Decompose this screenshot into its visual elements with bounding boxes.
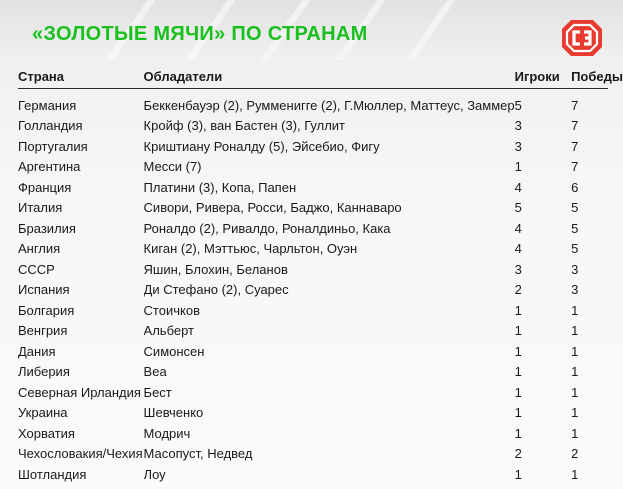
table-row xyxy=(18,444,623,465)
cell-players: 3 xyxy=(514,261,522,277)
cell-country: Германия xyxy=(18,97,77,113)
table-row xyxy=(18,157,623,178)
cell-wins: 7 xyxy=(571,138,579,154)
table-row xyxy=(18,239,623,260)
cell-winners: Платини (3), Копа, Папен xyxy=(143,179,297,195)
table-row xyxy=(18,178,623,199)
cell-country: Чехословакия/Чехия xyxy=(18,446,143,461)
cell-wins: 1 xyxy=(571,343,579,359)
cell-players: 5 xyxy=(514,97,522,113)
cell-winners: Стоичков xyxy=(143,302,200,318)
cell-wins: 3 xyxy=(571,261,579,277)
cell-players: 3 xyxy=(514,138,522,154)
table-row xyxy=(18,219,623,240)
cell-players: 1 xyxy=(514,384,522,400)
page-title: «ЗОЛОТЫЕ МЯЧИ» ПО СТРАНАМ xyxy=(32,23,368,45)
table-row xyxy=(18,362,623,383)
cell-players: 1 xyxy=(514,364,522,379)
cell-winners: Сивори, Ривера, Росси, Баджо, Каннаваро xyxy=(143,200,402,215)
cell-wins: 6 xyxy=(571,179,579,195)
cell-winners: Ди Стефано (2), Суарес xyxy=(143,282,289,297)
cell-winners: Киган (2), Мэттьюс, Чарльтон, Оуэн xyxy=(143,241,358,256)
cell-winners: Лоу xyxy=(143,466,166,482)
cell-country: Аргентина xyxy=(18,159,81,174)
cell-players: 4 xyxy=(514,220,522,236)
table-body xyxy=(18,96,623,486)
cell-players: 1 xyxy=(514,323,522,338)
cell-wins: 1 xyxy=(571,466,579,482)
cell-country: Либерия xyxy=(18,364,70,379)
cell-wins: 7 xyxy=(571,118,579,133)
cell-country: Болгария xyxy=(18,302,75,318)
cell-winners: Месси (7) xyxy=(143,159,202,174)
cell-wins: 7 xyxy=(571,97,579,113)
cell-players: 1 xyxy=(514,302,522,318)
column-header-players: Игроки xyxy=(514,69,560,84)
cell-winners: Роналдо (2), Ривалдо, Роналдиньо, Кака xyxy=(143,220,391,236)
table-row xyxy=(18,321,623,342)
cell-winners: Кройф (3), ван Бастен (3), Гуллит xyxy=(143,118,346,133)
cell-wins: 1 xyxy=(571,302,579,318)
cell-winners: Яшин, Блохин, Беланов xyxy=(143,261,288,277)
cell-wins: 5 xyxy=(571,220,579,236)
cell-country: Северная Ирландия xyxy=(18,384,141,400)
cell-players: 1 xyxy=(514,405,522,420)
cell-wins: 1 xyxy=(571,384,579,400)
cell-country: Франция xyxy=(18,179,72,195)
cell-winners: Альберт xyxy=(143,323,195,338)
table-row xyxy=(18,260,623,281)
cell-wins: 2 xyxy=(571,446,579,461)
cell-country: Хорватия xyxy=(18,425,75,441)
cell-country: Испания xyxy=(18,282,70,297)
cell-wins: 5 xyxy=(571,200,579,215)
cell-winners: Шевченко xyxy=(143,405,204,420)
cell-wins: 1 xyxy=(571,405,579,420)
cell-players: 1 xyxy=(514,343,522,359)
cell-players: 3 xyxy=(514,118,522,133)
cell-winners: Масопуст, Недвед xyxy=(143,446,253,461)
cell-winners: Веа xyxy=(143,364,167,379)
cell-country: Португалия xyxy=(18,138,88,154)
cell-country: СССР xyxy=(18,261,55,277)
cell-wins: 1 xyxy=(571,425,579,441)
cell-wins: 3 xyxy=(571,282,579,297)
table-row xyxy=(18,116,623,137)
cell-wins: 1 xyxy=(571,364,579,379)
cell-country: Италия xyxy=(18,200,63,215)
cell-wins: 5 xyxy=(571,241,579,256)
cell-country: Украина xyxy=(18,405,68,420)
cell-wins: 1 xyxy=(571,323,579,338)
table-header-row xyxy=(18,67,623,88)
table-row xyxy=(18,280,623,301)
cell-winners: Бест xyxy=(143,384,172,400)
cell-country: Англия xyxy=(18,241,61,256)
table-row xyxy=(18,198,623,219)
cell-winners: Криштиану Роналду (5), Эйсебио, Фигу xyxy=(143,138,380,154)
table-row xyxy=(18,383,623,404)
cell-country: Шотландия xyxy=(18,466,87,482)
table-row xyxy=(18,424,623,445)
cell-country: Голландия xyxy=(18,118,83,133)
cell-wins: 7 xyxy=(571,159,579,174)
cell-players: 2 xyxy=(514,446,522,461)
sportexpress-logo-icon xyxy=(560,18,604,58)
column-header-country: Страна xyxy=(18,69,65,84)
cell-winners: Симонсен xyxy=(143,343,205,359)
cell-players: 1 xyxy=(514,159,522,174)
cell-players: 2 xyxy=(514,282,522,297)
ballon-dor-by-country-table xyxy=(18,67,623,485)
cell-winners: Беккенбауэр (2), Румменигге (2), Г.Мюллер, Маттеус, Заммер xyxy=(143,97,515,113)
table-row xyxy=(18,465,623,486)
cell-players: 5 xyxy=(514,200,522,215)
column-header-wins: Победы xyxy=(571,69,623,84)
table-row xyxy=(18,301,623,322)
table-row xyxy=(18,96,623,117)
cell-players: 4 xyxy=(514,179,522,195)
cell-players: 4 xyxy=(514,241,522,256)
cell-country: Дания xyxy=(18,343,56,359)
cell-players: 1 xyxy=(514,425,522,441)
cell-players: 1 xyxy=(514,466,522,482)
table-row xyxy=(18,137,623,158)
table-row xyxy=(18,342,623,363)
background-stripe xyxy=(405,0,462,60)
table-row xyxy=(18,403,623,424)
cell-country: Венгрия xyxy=(18,323,68,338)
cell-winners: Модрич xyxy=(143,425,191,441)
cell-country: Бразилия xyxy=(18,220,76,236)
column-header-winners: Обладатели xyxy=(143,69,223,84)
